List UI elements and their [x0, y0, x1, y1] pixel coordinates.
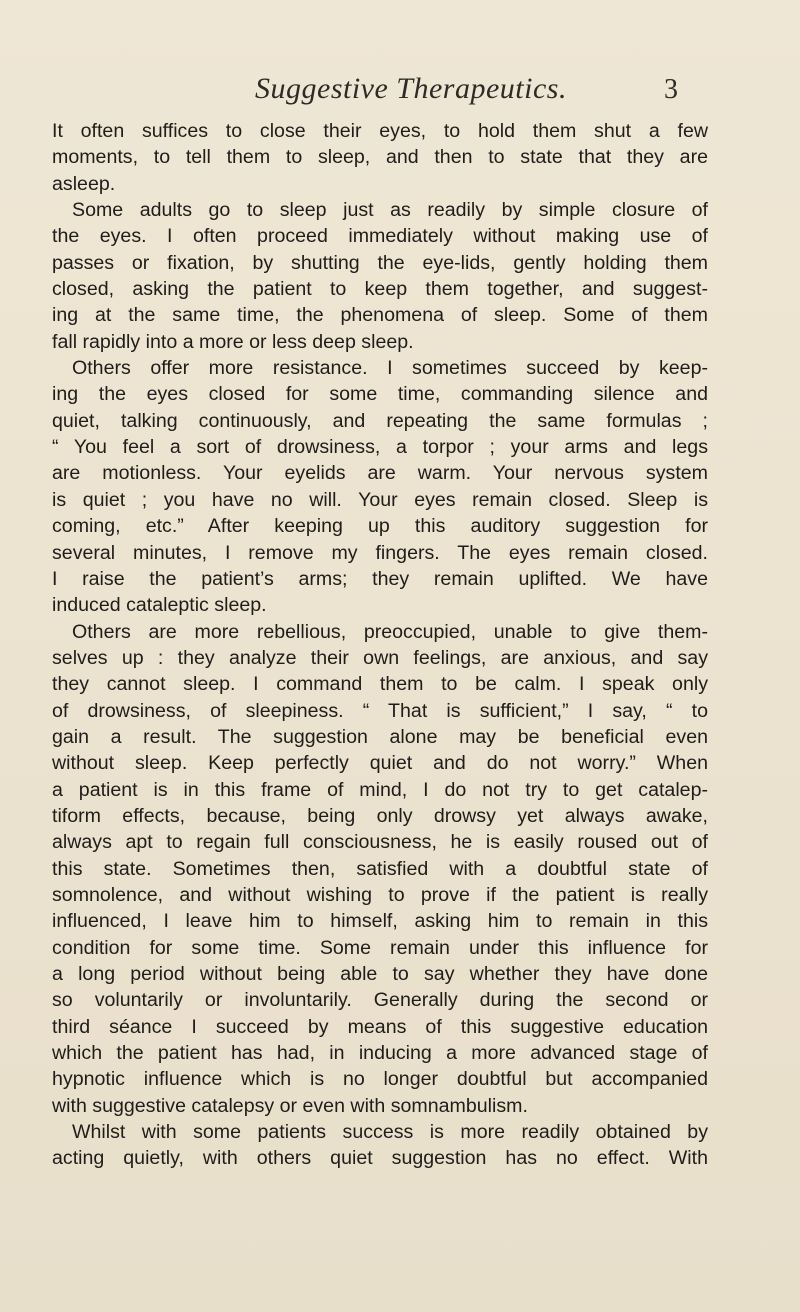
text-line: they cannot sleep. I command them to be calm. I speak only	[52, 673, 708, 696]
text-line: selves up : they analyze their own feelings, are anxious, and say	[52, 646, 708, 669]
text-line: condition for some time. Some remain under this influence for	[52, 936, 708, 959]
text-line: without sleep. Keep perfectly quiet and do not worry.” When	[52, 752, 708, 775]
text-line: gain a result. The suggestion alone may be beneficial even	[52, 725, 708, 748]
text-line: acting quietly, with others quiet suggestion has no effect. With	[52, 1147, 708, 1170]
text-line: are motionless. Your eyelids are warm. Your nervous system	[52, 462, 708, 485]
text-line: so voluntarily or involuntarily. Generally during the second or	[52, 989, 708, 1012]
text-line: several minutes, I remove my fingers. The eyes remain closed.	[52, 541, 708, 564]
text-line: somnolence, and without wishing to prove if the patient is really	[52, 883, 708, 906]
text-line: Others are more rebellious, preoccupied, unable to give them-	[72, 620, 708, 643]
text-line: hypnotic influence which is no longer doubtful but accompanied	[52, 1068, 708, 1091]
text-line: the eyes. I often proceed immediately without making use of	[52, 225, 708, 248]
text-line: influenced, I leave him to himself, asking him to remain in this	[52, 910, 708, 933]
running-head	[0, 72, 800, 112]
text-line: tiform effects, because, being only drowsy yet always awake,	[52, 804, 708, 827]
text-line: “ You feel a sort of drowsiness, a torpor ; your arms and legs	[52, 436, 708, 459]
text-line: closed, asking the patient to keep them together, and suggest-	[52, 278, 708, 301]
text-line: passes or fixation, by shutting the eye-lids, gently holding them	[52, 251, 708, 274]
page-number: 3	[664, 74, 678, 105]
text-line: this state. Sometimes then, satisfied with a doubtful state of	[52, 857, 708, 880]
text-line: induced cataleptic sleep.	[52, 594, 267, 617]
text-line: of drowsiness, of sleepiness. “ That is sufficient,” I say, “ to	[52, 699, 708, 722]
text-line: ing at the same time, the phenomena of sleep. Some of them	[52, 304, 708, 327]
text-line: fall rapidly into a more or less deep sleep.	[52, 330, 414, 353]
body-text	[52, 118, 708, 1172]
text-line: It often suffices to close their eyes, to hold them shut a few	[52, 120, 708, 142]
text-line: ing the eyes closed for some time, commanding silence and	[52, 383, 708, 406]
text-line: is quiet ; you have no will. Your eyes remain closed. Sleep is	[52, 488, 708, 511]
text-line: which the patient has had, in inducing a more advanced stage of	[52, 1042, 708, 1065]
text-line: Some adults go to sleep just as readily by simple closure of	[72, 199, 708, 222]
text-line: moments, to tell them to sleep, and then to state that they are	[52, 146, 708, 169]
text-line: always apt to regain full consciousness, he is easily roused out of	[52, 831, 708, 854]
running-title: Suggestive Therapeutics.	[255, 72, 567, 105]
text-line: asleep.	[52, 172, 116, 195]
text-line: a long period without being able to say whether they have done	[52, 963, 708, 985]
text-line: with suggestive catalepsy or even with somnambulism.	[52, 1094, 528, 1117]
text-line: coming, etc.” After keeping up this auditory suggestion for	[52, 515, 708, 538]
text-line: a patient is in this frame of mind, I do not try to get catalep-	[52, 778, 708, 801]
text-line: quiet, talking continuously, and repeating the same formulas ;	[52, 409, 708, 432]
text-line: Whilst with some patients success is more readily obtained by	[72, 1121, 708, 1144]
text-line: Others offer more resistance. I sometimes succeed by keep-	[72, 357, 708, 380]
text-line: I raise the patient’s arms; they remain uplifted. We have	[52, 567, 708, 590]
text-line: third séance I succeed by means of this suggestive education	[52, 1015, 708, 1038]
